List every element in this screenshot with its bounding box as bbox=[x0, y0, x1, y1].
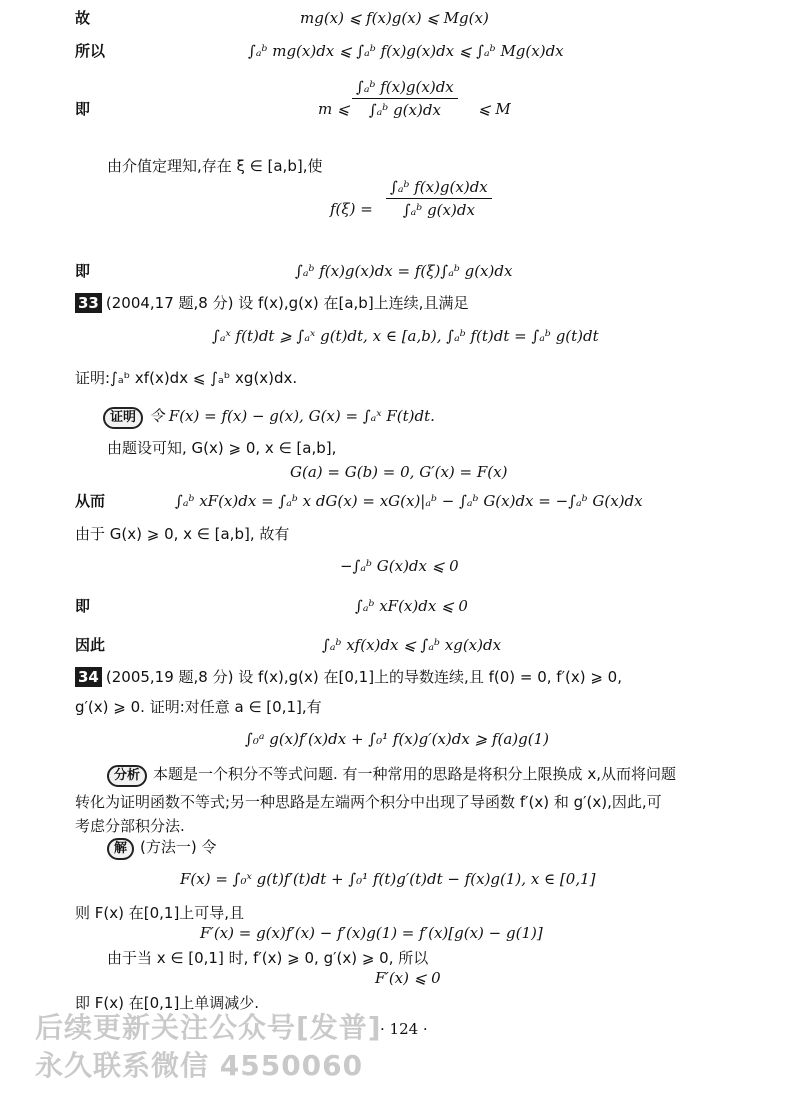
page-number: · 124 · bbox=[380, 1020, 428, 1038]
fraction-denominator: ∫ₐᵇ g(x)dx bbox=[402, 201, 475, 219]
integral-inequality: ∫ₐᵇ mg(x)dx ⩽ ∫ₐᵇ f(x)g(x)dx ⩽ ∫ₐᵇ Mg(x)dx bbox=[248, 42, 564, 60]
solution-derivative: F′(x) = g(x)f′(x) − f′(x)g(1) = f′(x)[g(x) − g(1)] bbox=[200, 924, 543, 942]
line-label-conger: 从而 bbox=[75, 492, 106, 510]
problem-33-prove: 证明:∫ₐᵇ xf(x)dx ⩽ ∫ₐᵇ xg(x)dx. bbox=[75, 369, 298, 387]
watermark-line-2: 永久联系微信 4550060 bbox=[35, 1049, 364, 1082]
analysis-line-3: 考虑分部积分法. bbox=[75, 817, 185, 835]
line-label-gu: 故 bbox=[75, 9, 91, 27]
solution-line-5: F′(x) ⩽ 0 bbox=[375, 969, 441, 987]
f-xi-left: f(ξ) = bbox=[330, 200, 373, 218]
line-label-ji-3: 即 bbox=[75, 597, 91, 615]
proof-tag: 证明 bbox=[103, 407, 143, 429]
problem-34-text: (2005,19 题,8 分) 设 f(x),g(x) 在[0,1]上的导数连续,且 f(0) = 0, f′(x) ⩾ 0, bbox=[105, 668, 622, 686]
problem-34-line-2: g′(x) ⩾ 0. 证明:对任意 a ∈ [0,1],有 bbox=[75, 698, 322, 716]
proof-conclusion: ∫ₐᵇ xf(x)dx ⩽ ∫ₐᵇ xg(x)dx bbox=[322, 636, 502, 654]
solution-line-6: 即 F(x) 在[0,1]上单调减少. bbox=[75, 994, 260, 1012]
problem-34-statement bbox=[75, 666, 622, 688]
proof-line-2: 由题设可知, G(x) ⩾ 0, x ∈ [a,b], bbox=[107, 439, 337, 457]
solution-line-2: 则 F(x) 在[0,1]上可导,且 bbox=[75, 904, 245, 922]
analysis-tag: 分析 bbox=[107, 765, 147, 787]
solution-line-4: 由于当 x ∈ [0,1] 时, f′(x) ⩾ 0, g′(x) ⩾ 0, 所以 bbox=[107, 949, 429, 967]
problem-34-inequality: ∫₀ᵃ g(x)f′(x)dx + ∫₀¹ f(x)g′(x)dx ⩾ f(a)g(1) bbox=[245, 730, 549, 748]
fraction-numerator: ∫ₐᵇ f(x)g(x)dx bbox=[352, 78, 458, 99]
problem-33-text: (2004,17 题,8 分) 设 f(x),g(x) 在[a,b]上连续,且满足 bbox=[105, 294, 469, 312]
proof-line-3: G(a) = G(b) = 0, G′(x) = F(x) bbox=[290, 463, 508, 481]
problem-33-statement bbox=[75, 292, 468, 314]
line-label-yinci: 因此 bbox=[75, 636, 106, 654]
fraction-denominator: ∫ₐᵇ g(x)dx bbox=[368, 101, 441, 119]
problem-33-condition: ∫ₐˣ f(t)dt ⩾ ∫ₐˣ g(t)dt, x ∈ [a,b), ∫ₐᵇ f(t)dt = ∫ₐᵇ g(t)dt bbox=[212, 327, 599, 345]
fraction-numerator: ∫ₐᵇ f(x)g(x)dx bbox=[386, 178, 492, 199]
proof-line-1 bbox=[103, 405, 435, 429]
line-label-suoyi: 所以 bbox=[75, 42, 106, 60]
proof-line-7: ∫ₐᵇ xF(x)dx ⩽ 0 bbox=[355, 597, 468, 615]
problem-number-badge: 34 bbox=[75, 667, 102, 687]
proof-line-5: 由于 G(x) ⩾ 0, x ∈ [a,b], 故有 bbox=[75, 525, 290, 543]
inequality-mg: mg(x) ⩽ f(x)g(x) ⩽ Mg(x) bbox=[300, 9, 489, 27]
proof-line-6: −∫ₐᵇ G(x)dx ⩽ 0 bbox=[340, 557, 459, 575]
line-label-ji-1: 即 bbox=[75, 100, 91, 118]
analysis-line-2: 转化为证明函数不等式;另一种思路是左端两个积分中出现了导函数 f′(x) 和 g′(x),因此,可 bbox=[75, 793, 662, 811]
solution-heading bbox=[107, 836, 217, 860]
watermark-line-1: 后续更新关注公众号[发普] bbox=[35, 1011, 382, 1044]
frac-left-m: m ⩽ bbox=[318, 100, 350, 118]
problem-number-badge: 33 bbox=[75, 293, 102, 313]
analysis-line-1 bbox=[107, 763, 676, 787]
intermediate-value-text: 由介值定理知,存在 ξ ∈ [a,b],使 bbox=[107, 157, 323, 175]
frac-right-M: ⩽ M bbox=[478, 100, 511, 118]
solution-tag: 解 bbox=[107, 838, 134, 860]
solution-method: (方法一) 令 bbox=[140, 838, 217, 856]
line-label-ji-2: 即 bbox=[75, 262, 91, 280]
proof-definition: 令 F(x) = f(x) − g(x), G(x) = ∫ₐˣ F(t)dt. bbox=[149, 407, 435, 425]
mean-value-result: ∫ₐᵇ f(x)g(x)dx = f(ξ)∫ₐᵇ g(x)dx bbox=[295, 262, 513, 280]
analysis-text-1: 本题是一个积分不等式问题. 有一种常用的思路是将积分上限换成 x,从而将问题 bbox=[153, 765, 676, 783]
fraction-f-xi bbox=[386, 178, 492, 219]
solution-F-definition: F(x) = ∫₀ˣ g(t)f′(t)dt + ∫₀¹ f(t)g′(t)dt − f(x)g(1), x ∈ [0,1] bbox=[180, 870, 596, 888]
integration-by-parts: ∫ₐᵇ xF(x)dx = ∫ₐᵇ x dG(x) = xG(x)|ₐᵇ − ∫ₐᵇ G(x)dx = −∫ₐᵇ G(x)dx bbox=[175, 492, 643, 510]
fraction-mean-value bbox=[352, 78, 458, 119]
